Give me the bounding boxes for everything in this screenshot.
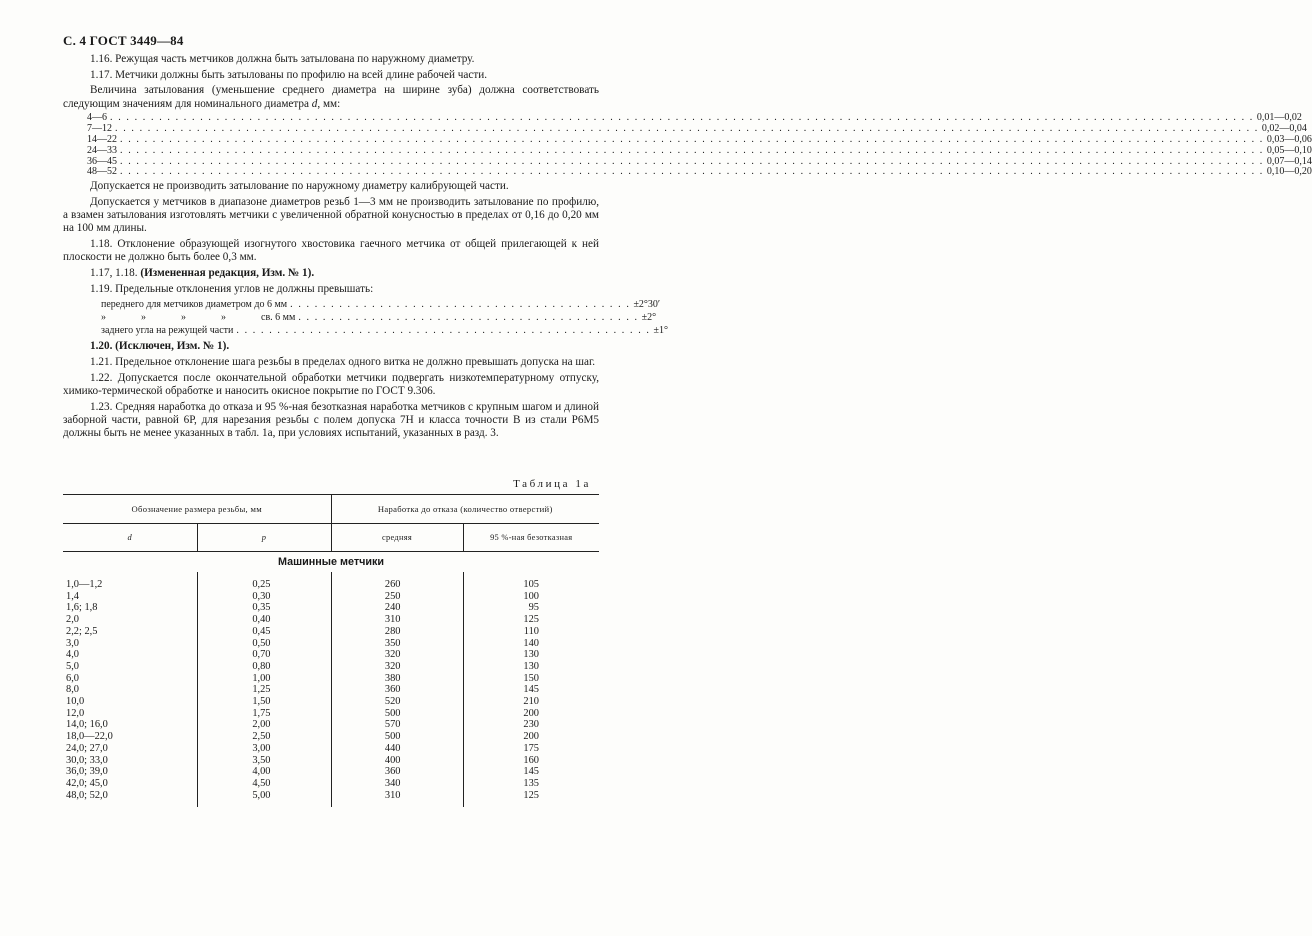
backoff-value-list	[87, 112, 1312, 178]
table-row	[63, 614, 599, 626]
cell-95: 200	[463, 731, 599, 743]
cell-95: 125	[463, 614, 599, 626]
cell-95: 150	[463, 673, 599, 685]
header-thread-size: Обозначение размера резьбы, мм	[63, 495, 331, 524]
cell-p: 1,00	[197, 673, 331, 685]
header-mean: средняя	[331, 524, 463, 552]
cell-mean: 250	[331, 591, 463, 603]
cell-p: 0,50	[197, 638, 331, 650]
table-row	[63, 731, 599, 743]
table-row	[63, 790, 599, 802]
cell-d: 1,6; 1,8	[66, 602, 98, 614]
cell-p: 1,50	[197, 696, 331, 708]
cell-p: 0,25	[197, 579, 331, 591]
cell-p: 5,00	[197, 790, 331, 802]
header-tool-life: Наработка до отказа (количество отверстий)	[331, 495, 599, 524]
clause-1-22: 1.22. Допускается после окончательной обработки метчики подвергать низкотемпературному отпуску, химико-термической обработке и наносить окисное покрытие по ГОСТ 9.306.	[63, 371, 599, 397]
backoff-row: 4—6 . . . . . . . . . . . . . . . . . . . . . . . . . . . . . . . . . . . . . . . . . . . . . . . . . . . . . . . . . . . . . . . . . . . . . . . . . . . . . . . . . . . . . . . . . . . . . . . . . . . . . . . . . . . . . . . . . . . . . . . . . . . . . . . . . . . . . . . . . . . . 0,01—0,02	[87, 112, 1302, 124]
cell-p: 2,00	[197, 719, 331, 731]
angle-tolerance-list	[101, 298, 669, 337]
cell-d: 2,2; 2,5	[66, 625, 98, 637]
cell-p: 3,50	[197, 755, 331, 767]
clause-1-16: 1.16. Режущая часть метчиков должна быть затылована по наружному диаметру.	[90, 53, 475, 65]
cell-mean: 350	[331, 638, 463, 650]
cell-d: 10,0	[66, 696, 85, 708]
cell-d: 8,0	[66, 684, 79, 696]
cell-d: 14,0; 16,0	[66, 719, 108, 731]
cell-d: 4,0	[66, 649, 79, 661]
cell-mean: 320	[331, 661, 463, 673]
clause-1-21: 1.21. Предельное отклонение шага резьбы в пределах одного витка не должно превышать допуска на шаг.	[90, 355, 596, 368]
backoff-row: 48—52 . . . . . . . . . . . . . . . . . . . . . . . . . . . . . . . . . . . . . . . . . . . . . . . . . . . . . . . . . . . . . . . . . . . . . . . . . . . . . . . . . . . . . . . . . . . . . . . . . . . . . . . . . . . . . . . . . . . . . . . . . . . . . . . . . . . . . . . . . . . . 0,10—0,20	[87, 166, 1312, 178]
cell-d: 6,0	[66, 672, 79, 684]
cell-p: 3,00	[197, 743, 331, 755]
table-row	[63, 755, 599, 767]
backoff-row: 36—45 . . . . . . . . . . . . . . . . . . . . . . . . . . . . . . . . . . . . . . . . . . . . . . . . . . . . . . . . . . . . . . . . . . . . . . . . . . . . . . . . . . . . . . . . . . . . . . . . . . . . . . . . . . . . . . . . . . . . . . . . . . . . . . . . . . . . . . . . . . . . 0,07—0,14	[87, 155, 1312, 167]
cell-mean: 440	[331, 743, 463, 755]
backoff-row: 7—12 . . . . . . . . . . . . . . . . . . . . . . . . . . . . . . . . . . . . . . . . . . . . . . . . . . . . . . . . . . . . . . . . . . . . . . . . . . . . . . . . . . . . . . . . . . . . . . . . . . . . . . . . . . . . . . . . . . . . . . . . . . . . . . . . . . . . . . . . . . . . 0,02—0,04	[87, 123, 1307, 135]
header-d: d	[63, 524, 197, 552]
cell-mean: 400	[331, 755, 463, 767]
cell-mean: 280	[331, 626, 463, 638]
tool-life-table	[63, 494, 599, 807]
cell-d: 3,0	[66, 637, 79, 649]
cell-mean: 320	[331, 649, 463, 661]
body-text	[63, 53, 1312, 443]
cell-p: 1,75	[197, 708, 331, 720]
cell-95: 145	[463, 766, 599, 778]
table-row	[63, 743, 599, 755]
cell-95: 110	[463, 626, 599, 638]
table-row	[63, 638, 599, 650]
table-row	[63, 673, 599, 685]
clause-1-17: 1.17. Метчики должны быть затылованы по профилю на всей длине рабочей части.	[90, 68, 488, 81]
cell-d: 36,0; 39,0	[66, 766, 108, 778]
cell-95: 200	[463, 708, 599, 720]
backoff-row: 24—33 . . . . . . . . . . . . . . . . . . . . . . . . . . . . . . . . . . . . . . . . . . . . . . . . . . . . . . . . . . . . . . . . . . . . . . . . . . . . . . . . . . . . . . . . . . . . . . . . . . . . . . . . . . . . . . . . . . . . . . . . . . . . . . . . . . . . . . . . . . . . 0,05—0,10	[87, 144, 1312, 156]
cell-95: 100	[463, 591, 599, 603]
table-row	[63, 661, 599, 673]
header-p: p	[197, 524, 331, 552]
cell-d: 1,4	[66, 590, 79, 602]
cell-p: 4,00	[197, 766, 331, 778]
cell-mean: 240	[331, 602, 463, 614]
cell-95: 130	[463, 649, 599, 661]
page-header: С. 4 ГОСТ 3449—84	[63, 33, 184, 48]
cell-d: 48,0; 52,0	[66, 789, 108, 801]
table-row	[63, 719, 599, 731]
clause-1-17-note-1: Допускается не производить затылование по наружному диаметру калибрующей части.	[90, 180, 509, 193]
cell-p: 0,40	[197, 614, 331, 626]
cell-p: 0,35	[197, 602, 331, 614]
cell-95: 95	[463, 602, 599, 614]
table-caption: Таблица 1а	[513, 478, 591, 490]
angle-row: » » » » св. 6 мм . . . . . . . . . . . . . . . . . . . . . . . . . . . . . . . . . . . . . . . . . . ±2°	[101, 312, 657, 324]
angle-row: переднего для метчиков диаметром до 6 мм . . . . . . . . . . . . . . . . . . . . . . . . . . . . . . . . . . . . . . . . . . ±2°30′	[101, 299, 661, 311]
cell-95: 140	[463, 638, 599, 650]
clause-1-19: 1.19. Предельные отклонения углов не должны превышать:	[90, 282, 374, 295]
cell-p: 0,30	[197, 591, 331, 603]
cell-d: 2,0	[66, 614, 79, 626]
cell-d: 12,0	[66, 707, 85, 719]
cell-mean: 570	[331, 719, 463, 731]
clause-1-20: 1.20. (Исключен, Изм. № 1).	[90, 340, 230, 353]
table-row	[63, 778, 599, 790]
clause-1-23: 1.23. Средняя наработка до отказа и 95 %-ная безотказная наработка метчиков с крупным шагом и длиной заборной части, равной 6Р, для нарезания резьбы с полем допуска 7Н и класса точности В из стали Р6М5 должны быть не менее указанных в табл. 1а, при условиях испытаний, указанных в разд. 3.	[63, 400, 599, 439]
cell-d: 30,0; 33,0	[66, 754, 108, 766]
backoff-row: 14—22 . . . . . . . . . . . . . . . . . . . . . . . . . . . . . . . . . . . . . . . . . . . . . . . . . . . . . . . . . . . . . . . . . . . . . . . . . . . . . . . . . . . . . . . . . . . . . . . . . . . . . . . . . . . . . . . . . . . . . . . . . . . . . . . . . . . . . . . . . . . . 0,03—0,06	[87, 133, 1312, 145]
cell-95: 175	[463, 743, 599, 755]
cell-95: 125	[463, 790, 599, 802]
clause-1-17-backoff: Величина затылования (уменьшение среднего диаметра на ширине зуба) должна соответствовать следующим значениям для номинального диаметра d, мм:	[63, 84, 599, 110]
table-row	[63, 766, 599, 778]
cell-mean: 340	[331, 778, 463, 790]
cell-d: 42,0; 45,0	[66, 777, 108, 789]
table-row	[63, 626, 599, 638]
table-row	[63, 579, 599, 591]
cell-p: 1,25	[197, 684, 331, 696]
cell-95: 130	[463, 661, 599, 673]
cell-p: 2,50	[197, 731, 331, 743]
header-95: 95 %-ная безотказная	[463, 524, 599, 552]
cell-d: 1,0—1,2	[66, 579, 103, 590]
cell-mean: 500	[331, 731, 463, 743]
cell-d: 18,0—22,0	[66, 731, 113, 743]
table-row	[63, 684, 599, 696]
section-machine-taps: Машинные метчики	[277, 556, 385, 568]
cell-p: 0,80	[197, 661, 331, 673]
cell-mean: 520	[331, 696, 463, 708]
angle-row: заднего угла на режущей части . . . . . . . . . . . . . . . . . . . . . . . . . . . . . . . . . . . . . . . . . . . . . . . . . . . ±1°	[101, 325, 669, 337]
clause-1-18: 1.18. Отклонение образующей изогнутого хвостовика гаечного метчика от общей прилегающей к ней плоскости не должно быть более 0,3 мм.	[63, 237, 599, 264]
cell-mean: 310	[331, 790, 463, 802]
cell-mean: 380	[331, 673, 463, 685]
table-row	[63, 708, 599, 720]
cell-95: 105	[463, 579, 599, 591]
cell-95: 160	[463, 755, 599, 767]
cell-mean: 260	[331, 579, 463, 591]
cell-95: 145	[463, 684, 599, 696]
table-row	[63, 696, 599, 708]
cell-mean: 310	[331, 614, 463, 626]
cell-p: 0,70	[197, 649, 331, 661]
cell-p: 0,45	[197, 626, 331, 638]
cell-95: 230	[463, 719, 599, 731]
table-row	[63, 602, 599, 614]
amendment-note-1: 1.17, 1.18. (Измененная редакция, Изм. № 1).	[90, 266, 315, 279]
cell-95: 210	[463, 696, 599, 708]
clause-1-17-note-2: Допускается у метчиков в диапазоне диаметров резьб 1—3 мм не производить затылование по профилю, а взамен затылования изготовлять метчики с увеличенной обратной конусностью в пределах от 0,16 до 0,20 мм на 100 мм длины.	[63, 195, 599, 235]
table-row	[63, 649, 599, 661]
cell-mean: 360	[331, 684, 463, 696]
cell-mean: 360	[331, 766, 463, 778]
cell-d: 24,0; 27,0	[66, 742, 108, 754]
cell-p: 4,50	[197, 778, 331, 790]
cell-95: 135	[463, 778, 599, 790]
cell-mean: 500	[331, 708, 463, 720]
cell-d: 5,0	[66, 660, 79, 672]
table-row	[63, 591, 599, 603]
